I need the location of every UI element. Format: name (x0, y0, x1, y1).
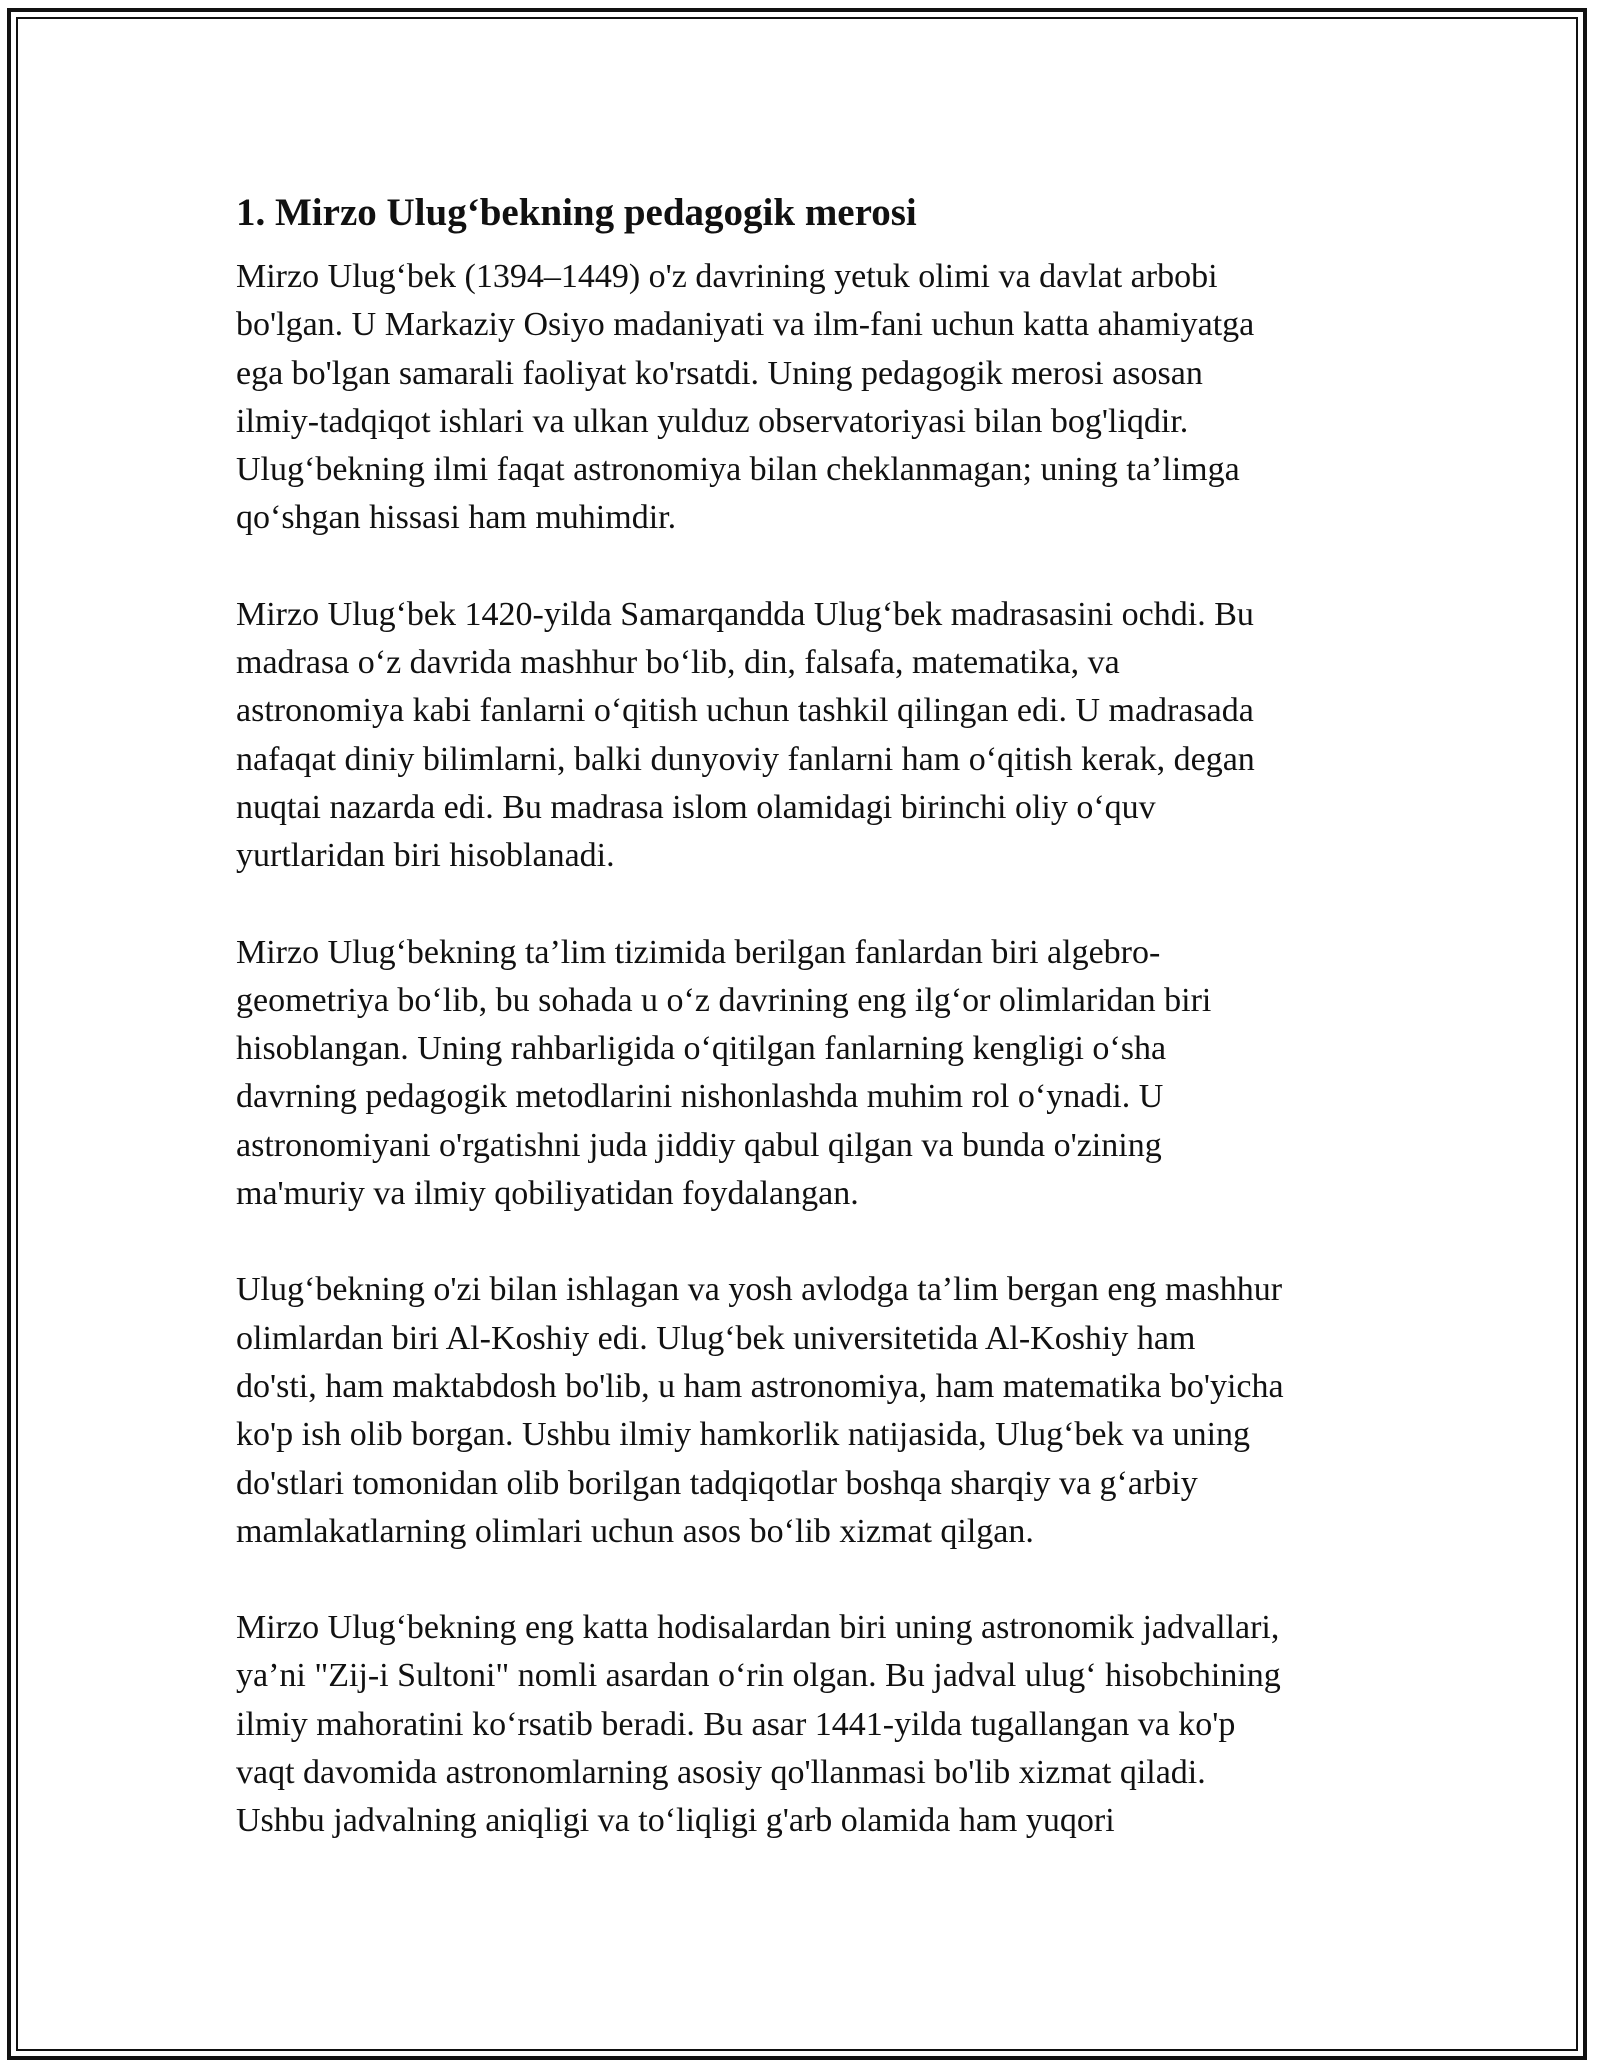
paragraph-line: hisoblangan. Uning rahbarligida o‘qitilgan fanlarning kengligi o‘sha (236, 1030, 1167, 1068)
paragraph-line: davrning pedagogik metodlarini nishonlashda muhim rol o‘ynadi. U (236, 1078, 1164, 1116)
paragraph-line: Ushbu jadvalning aniqligi va to‘liqligi g'arb olamida ham yuqori (236, 1802, 1115, 1840)
paragraph-line: Ulug‘bekning ilmi faqat astronomiya bilan cheklanmagan; uning ta’limga (236, 451, 1240, 489)
paragraph-line: nafaqat diniy bilimlarni, balki dunyoviy fanlarni ham o‘qitish kerak, degan (236, 740, 1255, 778)
paragraph-line: ya’ni "Zij-i Sultoni" nomli asardan o‘rin olgan. Bu jadval ulug‘ hisobchining (236, 1657, 1281, 1695)
paragraph-line: Mirzo Ulug‘bek (1394–1449) o'z davrining yetuk olimi va davlat arbobi (236, 258, 1218, 295)
section-heading: 1. Mirzo Ulug‘bekning pedagogik merosi (236, 191, 917, 234)
paragraph-line: astronomiyani o'rgatishni juda jiddiy qabul qilgan va bunda o'zining (236, 1126, 1162, 1164)
paragraph-line: qo‘shgan hissasi ham muhimdir. (236, 499, 677, 537)
paragraph-line: mamlakatlarning olimlari uchun asos bo‘lib xizmat qilgan. (236, 1512, 1034, 1550)
paragraph-line: vaqt davomida astronomlarning asosiy qo'llanmasi bo'lib xizmat qiladi. (236, 1754, 1206, 1792)
paragraph-line: yurtlaridan biri hisoblanadi. (236, 837, 615, 875)
paragraph-4 (236, 1266, 1368, 1556)
paragraph-line: Mirzo Ulug‘bek 1420-yilda Samarqandda Ulug‘bek madrasasini ochdi. Bu (236, 595, 1254, 633)
paragraph-line: Mirzo Ulug‘bekning ta’lim tizimida berilgan fanlardan biri algebro- (236, 933, 1161, 971)
paragraph-line: ilmiy-tadqiqot ishlari va ulkan yulduz observatoriyasi bilan bog'liqdir. (236, 402, 1189, 440)
paragraph-2 (236, 591, 1368, 881)
paragraph-line: Mirzo Ulug‘bekning eng katta hodisalardan biri uning astronomik jadvallari, (236, 1609, 1280, 1647)
paragraph-line: bo'lgan. U Markaziy Osiyo madaniyati va ilm-fani uchun katta ahamiyatga (236, 306, 1255, 344)
paragraph-line: geometriya bo‘lib, bu sohada u o‘z davrining eng ilg‘or olimlaridan biri (236, 981, 1212, 1019)
paragraph-line: nuqtai nazarda edi. Bu madrasa islom olamidagi birinchi oliy o‘quv (236, 788, 1156, 826)
document-body (236, 186, 1368, 1894)
paragraph-line: ilmiy mahoratini ko‘rsatib beradi. Bu asar 1441-yilda tugallangan va ko'p (236, 1705, 1236, 1743)
paragraph-1 (236, 253, 1368, 543)
paragraph-line: do'stlari tomonidan olib borilgan tadqiqotlar boshqa sharqiy va g‘arbiy (236, 1464, 1198, 1502)
paragraph-line: ko'p ish olib borgan. Ushbu ilmiy hamkorlik natijasida, Ulug‘bek va uning (236, 1416, 1251, 1454)
paragraph-line: olimlardan biri Al-Koshiy edi. Ulug‘bek universitetida Al-Koshiy ham (236, 1319, 1196, 1357)
paragraph-5 (236, 1604, 1368, 1845)
paragraph-line: ega bo'lgan samarali faoliyat ko'rsatdi. Uning pedagogik merosi asosan (236, 354, 1203, 392)
paragraph-line: madrasa o‘z davrida mashhur bo‘lib, din, falsafa, matematika, va (236, 644, 1120, 682)
paragraph-3 (236, 929, 1368, 1219)
paragraph-line: do'sti, ham maktabdosh bo'lib, u ham astronomiya, ham matematika bo'yicha (236, 1367, 1284, 1405)
paragraph-line: astronomiya kabi fanlarni o‘qitish uchun tashkil qilingan edi. U madrasada (236, 692, 1254, 730)
paragraph-line: Ulug‘bekning o'zi bilan ishlagan va yosh avlodga ta’lim bergan eng mashhur (236, 1271, 1283, 1309)
paragraph-line: ma'muriy va ilmiy qobiliyatidan foydalangan. (236, 1175, 859, 1213)
